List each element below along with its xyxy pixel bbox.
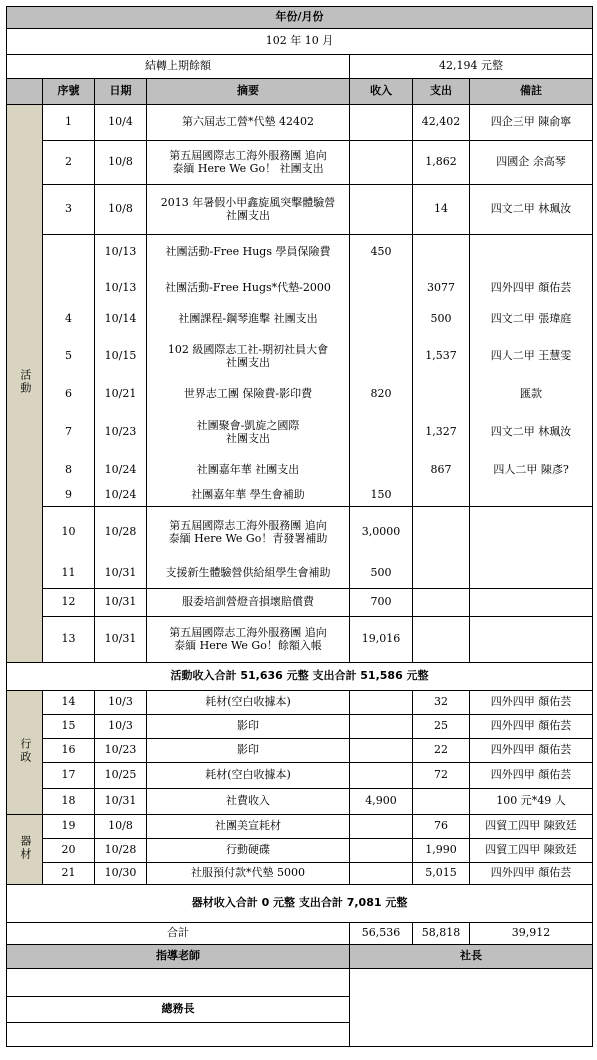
row-income: 700 — [350, 589, 413, 617]
row-expense: 22 — [413, 739, 470, 763]
row-no: 18 — [43, 789, 95, 815]
row-date: 10/24 — [95, 457, 147, 485]
row-summary: 社團美宣耗材 — [147, 815, 350, 839]
row-no: 19 — [43, 815, 95, 839]
row-expense: 72 — [413, 763, 470, 789]
table-row — [7, 333, 593, 381]
row-expense: 1,862 — [413, 141, 470, 185]
row-income: 500 — [350, 559, 413, 589]
row-summary: 第五屆國際志工海外服務團 追向 泰緬 Here We Go！餘額入帳 — [147, 617, 350, 663]
row-note: 四人二甲 王慧雯 — [470, 333, 593, 381]
row-note: 四外四甲 顏佑芸 — [470, 739, 593, 763]
row-date: 10/8 — [95, 141, 147, 185]
row-summary: 社團聚會-凱旋之國際 社團支出 — [147, 409, 350, 457]
row-no: 16 — [43, 739, 95, 763]
row-note: 四貿工四甲 陳致廷 — [470, 815, 593, 839]
row-note: 四文二甲 張瑋庭 — [470, 307, 593, 333]
row-income — [350, 271, 413, 307]
row-date: 10/24 — [95, 485, 147, 507]
general-affairs-sign-box — [7, 1023, 350, 1047]
row-no: 12 — [43, 589, 95, 617]
row-expense: 32 — [413, 691, 470, 715]
row-no: 7 — [43, 409, 95, 457]
row-date: 10/4 — [95, 105, 147, 141]
row-income — [350, 763, 413, 789]
row-summary: 社團課程-鋼琴進擊 社團支出 — [147, 307, 350, 333]
row-expense — [413, 589, 470, 617]
row-note: 四人二甲 陳彥? — [470, 457, 593, 485]
row-note: 四貿工四甲 陳致廷 — [470, 839, 593, 863]
row-date: 10/31 — [95, 789, 147, 815]
row-no: 15 — [43, 715, 95, 739]
row-date: 10/30 — [95, 863, 147, 885]
row-summary: 102 級國際志工社-期初社員大會 社團支出 — [147, 333, 350, 381]
row-income — [350, 691, 413, 715]
table-row — [7, 863, 593, 885]
ledger-sheet — [6, 6, 592, 1054]
row-note — [470, 485, 593, 507]
row-income — [350, 863, 413, 885]
row-no: 11 — [43, 559, 95, 589]
row-no: 2 — [43, 141, 95, 185]
row-summary: 世界志工團 保險費-影印費 — [147, 381, 350, 409]
row-expense: 867 — [413, 457, 470, 485]
row-summary: 影印 — [147, 739, 350, 763]
row-no: 8 — [43, 457, 95, 485]
row-expense — [413, 559, 470, 589]
col-note: 備註 — [470, 79, 593, 105]
row-summary: 社團嘉年華 學生會補助 — [147, 485, 350, 507]
row-no: 17 — [43, 763, 95, 789]
row-note: 四企三甲 陳俞寧 — [470, 105, 593, 141]
president-sign-box — [350, 969, 593, 1047]
row-expense: 25 — [413, 715, 470, 739]
row-expense: 1,537 — [413, 333, 470, 381]
table-row — [7, 617, 593, 663]
row-date: 10/23 — [95, 739, 147, 763]
col-income: 收入 — [350, 79, 413, 105]
row-income: 3,0000 — [350, 507, 413, 559]
row-expense — [413, 485, 470, 507]
table-row — [7, 739, 593, 763]
row-date: 10/8 — [95, 815, 147, 839]
grand-total-expense: 58,818 — [413, 923, 470, 945]
blank-header — [7, 79, 43, 105]
table-row — [7, 105, 593, 141]
row-date: 10/23 — [95, 409, 147, 457]
row-no: 4 — [43, 307, 95, 333]
section-equipment: 器材 — [7, 815, 43, 885]
grand-total-label: 合計 — [7, 923, 350, 945]
row-summary: 支援新生體驗營供給組學生會補助 — [147, 559, 350, 589]
row-expense — [413, 381, 470, 409]
equipment-total: 器材收入合計 0 元整 支出合計 7,081 元整 — [7, 885, 593, 923]
table-row — [7, 307, 593, 333]
row-summary: 社服預付款*代墊 5000 — [147, 863, 350, 885]
table-row — [7, 185, 593, 235]
col-date: 日期 — [95, 79, 147, 105]
table-row — [7, 559, 593, 589]
row-expense: 1,327 — [413, 409, 470, 457]
row-summary: 第六屆志工營*代墊 42402 — [147, 105, 350, 141]
row-note: 四外四甲 顏佑芸 — [470, 691, 593, 715]
row-date: 10/13 — [95, 235, 147, 271]
row-income: 820 — [350, 381, 413, 409]
ledger-table — [6, 6, 593, 1047]
row-income — [350, 105, 413, 141]
row-date: 10/31 — [95, 559, 147, 589]
row-expense: 14 — [413, 185, 470, 235]
row-summary: 社團活動-Free Hugs*代墊-2000 — [147, 271, 350, 307]
row-expense: 42,402 — [413, 105, 470, 141]
row-date: 10/3 — [95, 715, 147, 739]
row-income — [350, 409, 413, 457]
row-summary: 2013 年暑假小甲鑫旋風突擊體驗營 社團支出 — [147, 185, 350, 235]
row-no: 14 — [43, 691, 95, 715]
table-row — [7, 691, 593, 715]
row-income — [350, 715, 413, 739]
row-summary: 社費收入 — [147, 789, 350, 815]
row-date: 10/14 — [95, 307, 147, 333]
col-summary: 摘要 — [147, 79, 350, 105]
row-date: 10/3 — [95, 691, 147, 715]
section-admin: 行政 — [7, 691, 43, 815]
row-summary: 服委培訓營燈音損壞賠償費 — [147, 589, 350, 617]
row-expense: 500 — [413, 307, 470, 333]
grand-total-balance: 39,912 — [470, 923, 593, 945]
row-note — [470, 507, 593, 559]
row-income — [350, 333, 413, 381]
row-date: 10/31 — [95, 589, 147, 617]
table-row — [7, 815, 593, 839]
section-activity: 活動 — [7, 105, 43, 663]
row-summary: 耗材(空白收據本) — [147, 763, 350, 789]
table-row — [7, 457, 593, 485]
row-no: 9 — [43, 485, 95, 507]
row-no: 5 — [43, 333, 95, 381]
table-row — [7, 381, 593, 409]
row-note — [470, 617, 593, 663]
row-note: 四國企 余高琴 — [470, 141, 593, 185]
row-summary: 社團活動-Free Hugs 學員保險費 — [147, 235, 350, 271]
row-income — [350, 185, 413, 235]
table-row — [7, 141, 593, 185]
row-expense: 76 — [413, 815, 470, 839]
row-note: 四外四甲 顏佑芸 — [470, 863, 593, 885]
col-expense: 支出 — [413, 79, 470, 105]
col-no: 序號 — [43, 79, 95, 105]
row-no: 10 — [43, 507, 95, 559]
row-date: 10/13 — [95, 271, 147, 307]
row-income: 450 — [350, 235, 413, 271]
grand-total-income: 56,536 — [350, 923, 413, 945]
row-summary: 第五屆國際志工海外服務團 追向 泰緬 Here We Go！青發署補助 — [147, 507, 350, 559]
row-expense — [413, 617, 470, 663]
row-summary: 社團嘉年華 社團支出 — [147, 457, 350, 485]
table-row — [7, 715, 593, 739]
table-row — [7, 763, 593, 789]
row-note: 匯款 — [470, 381, 593, 409]
row-no: 21 — [43, 863, 95, 885]
row-date: 10/28 — [95, 839, 147, 863]
general-affairs-label: 總務長 — [7, 997, 350, 1023]
row-date: 10/15 — [95, 333, 147, 381]
carry-value: 42,194 元整 — [350, 55, 593, 79]
row-income: 4,900 — [350, 789, 413, 815]
carry-label: 結轉上期餘額 — [7, 55, 350, 79]
row-date: 10/21 — [95, 381, 147, 409]
row-no — [43, 271, 95, 307]
row-date: 10/28 — [95, 507, 147, 559]
row-expense — [413, 507, 470, 559]
row-income — [350, 739, 413, 763]
table-row — [7, 485, 593, 507]
table-row — [7, 589, 593, 617]
row-note: 四外四甲 顏佑芸 — [470, 271, 593, 307]
row-note: 100 元*49 人 — [470, 789, 593, 815]
row-no: 1 — [43, 105, 95, 141]
row-note: 四外四甲 顏佑芸 — [470, 763, 593, 789]
row-summary: 耗材(空白收據本) — [147, 691, 350, 715]
table-row — [7, 789, 593, 815]
row-income — [350, 307, 413, 333]
row-no: 3 — [43, 185, 95, 235]
row-income: 150 — [350, 485, 413, 507]
advisor-label: 指導老師 — [7, 945, 350, 969]
grand-total-row — [7, 923, 593, 945]
row-summary: 行動硬碟 — [147, 839, 350, 863]
row-note: 四外四甲 顏佑芸 — [470, 715, 593, 739]
row-income — [350, 141, 413, 185]
period-cell: 102 年 10 月 — [7, 29, 593, 55]
row-date: 10/25 — [95, 763, 147, 789]
row-date: 10/8 — [95, 185, 147, 235]
table-row — [7, 507, 593, 559]
table-row — [7, 271, 593, 307]
row-no: 13 — [43, 617, 95, 663]
row-note — [470, 589, 593, 617]
activity-total: 活動收入合計 51,636 元整 支出合計 51,586 元整 — [7, 663, 593, 691]
row-income: 19,016 — [350, 617, 413, 663]
row-no: 20 — [43, 839, 95, 863]
table-row — [7, 409, 593, 457]
table-row — [7, 235, 593, 271]
column-header-row — [7, 79, 593, 105]
row-income — [350, 457, 413, 485]
row-note: 四文二甲 林珮汝 — [470, 185, 593, 235]
row-no: 6 — [43, 381, 95, 409]
row-note — [470, 235, 593, 271]
row-note: 四文二甲 林珮汝 — [470, 409, 593, 457]
advisor-sign-box — [7, 969, 350, 997]
row-summary: 影印 — [147, 715, 350, 739]
president-label: 社長 — [350, 945, 593, 969]
table-row — [7, 839, 593, 863]
row-income — [350, 839, 413, 863]
row-note — [470, 559, 593, 589]
row-summary: 第五屆國際志工海外服務團 追向 泰緬 Here We Go！ 社團支出 — [147, 141, 350, 185]
row-expense — [413, 235, 470, 271]
row-expense: 1,990 — [413, 839, 470, 863]
row-expense — [413, 789, 470, 815]
row-income — [350, 815, 413, 839]
row-no — [43, 235, 95, 271]
row-date: 10/31 — [95, 617, 147, 663]
row-expense: 3077 — [413, 271, 470, 307]
row-expense: 5,015 — [413, 863, 470, 885]
title-cell: 年份/月份 — [7, 7, 593, 29]
